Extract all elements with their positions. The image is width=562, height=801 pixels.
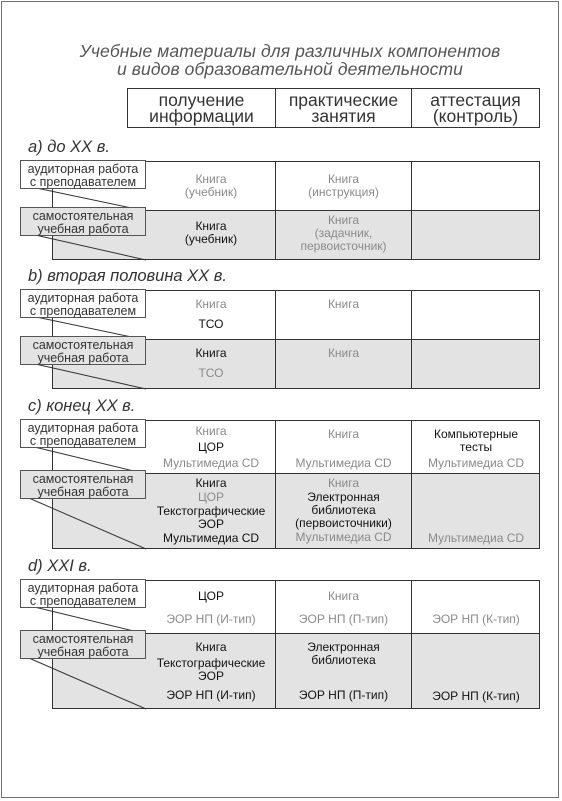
cell-item: Книга bbox=[327, 589, 360, 603]
column-header-line: занятия bbox=[311, 106, 376, 126]
cell-c-ind-info bbox=[147, 477, 275, 545]
section-title-c: c) конец XX в. bbox=[28, 397, 136, 415]
cell-item: ЭОР НП (П-тип) bbox=[298, 688, 389, 702]
column-header-line: практические bbox=[288, 90, 399, 110]
cell-item: Книга bbox=[327, 172, 360, 186]
cell-a-ind-info bbox=[147, 220, 275, 246]
cell-item: Книга bbox=[327, 427, 360, 441]
cell-item: Компьютерные bbox=[433, 427, 519, 441]
connector-line bbox=[22, 361, 146, 389]
cell-item: ЭОР НП (К-тип) bbox=[432, 689, 520, 703]
cell-item: Книга bbox=[195, 346, 227, 360]
column-header-line: аттестация bbox=[430, 90, 521, 110]
row-label-independent bbox=[20, 470, 146, 499]
cell-item: Книга bbox=[195, 640, 227, 654]
connector-line bbox=[22, 232, 146, 260]
row-label-line: аудиторная работа bbox=[27, 162, 139, 176]
cell-item: Книга bbox=[327, 297, 360, 311]
cell-item: ТСО bbox=[198, 317, 224, 331]
cell-d-ind-prac bbox=[276, 641, 411, 702]
cell-b-aud-prac bbox=[276, 298, 411, 311]
section-title-d: d) XXI в. bbox=[28, 557, 92, 575]
row-label-line: самостоятельная bbox=[32, 338, 134, 352]
row-label-independent bbox=[20, 207, 146, 236]
cell-item: тесты bbox=[459, 440, 493, 454]
cell-item: Книга bbox=[195, 297, 227, 311]
row-label-line: самостоятельная bbox=[32, 209, 134, 223]
cell-item: Книга bbox=[327, 213, 360, 227]
row-label-line: аудиторная работа bbox=[27, 421, 139, 435]
row-label-line: аудиторная работа bbox=[27, 581, 139, 595]
cell-b-ind-info bbox=[147, 347, 275, 380]
row-label-auditorium bbox=[20, 160, 146, 189]
row-label-line: самостоятельная bbox=[32, 472, 134, 486]
row-label-line: с преподавателем bbox=[29, 433, 137, 448]
cell-item: Мультимедиа CD bbox=[295, 456, 392, 470]
cell-c-ind-att bbox=[412, 532, 540, 545]
cell-item: библиотека bbox=[311, 503, 376, 517]
row-label-auditorium bbox=[20, 289, 146, 318]
row-label-independent bbox=[20, 336, 146, 365]
row-label-line: учебная работа bbox=[37, 644, 129, 659]
cell-item: ЭОР bbox=[198, 669, 224, 683]
cell-item: первоисточник) bbox=[300, 239, 387, 253]
cell-item: Мультимедиа CD bbox=[427, 531, 525, 545]
cell-item: Текстографические bbox=[156, 504, 266, 518]
cell-item: Мультимедиа CD bbox=[162, 456, 260, 470]
cell-d-ind-att bbox=[412, 690, 540, 703]
row-label-line: аудиторная работа bbox=[27, 291, 139, 305]
column-header-line: (контроль) bbox=[432, 106, 519, 126]
row-label-line: с преподавателем bbox=[29, 593, 137, 608]
section-title-a: a) до XX в. bbox=[28, 138, 110, 156]
cell-d-aud-info bbox=[147, 590, 275, 626]
cell-item: (задачник, bbox=[314, 226, 373, 240]
cell-item: Книга bbox=[195, 219, 227, 233]
section-title-b: b) вторая половина XX в. bbox=[28, 267, 227, 285]
cell-item: ЦОР bbox=[198, 589, 224, 603]
row-label-line: с преподавателем bbox=[29, 174, 137, 189]
cell-item: Мультимедиа CD bbox=[427, 456, 525, 470]
row-label-auditorium bbox=[20, 419, 146, 448]
cell-item: библиотека bbox=[311, 653, 376, 667]
cell-item: ЭОР НП (И-тип) bbox=[166, 688, 256, 702]
cell-c-aud-att bbox=[412, 428, 540, 470]
row-label-independent bbox=[20, 630, 146, 659]
cell-item: ЦОР bbox=[198, 440, 224, 454]
cell-item: ЭОР bbox=[198, 517, 224, 531]
cell-item: Мультимедиа CD bbox=[295, 530, 392, 544]
cell-d-aud-att bbox=[412, 613, 540, 626]
row-label-line: самостоятельная bbox=[32, 632, 134, 646]
cell-item: Электронная bbox=[307, 640, 380, 654]
title-line-1: Учебные материалы для различных компонентов bbox=[79, 41, 501, 61]
row-label-line: с преподавателем bbox=[29, 303, 137, 318]
row-label-line: учебная работа bbox=[37, 221, 129, 236]
cell-item: Электронная bbox=[307, 490, 380, 504]
cell-item: (учебник) bbox=[184, 232, 238, 246]
cell-item: ТСО bbox=[198, 366, 224, 380]
cell-a-aud-prac bbox=[276, 173, 411, 199]
cell-item: Книга bbox=[327, 346, 360, 360]
title-line-2: и видов образовательной деятельности bbox=[116, 59, 463, 79]
cell-b-aud-info bbox=[147, 298, 275, 331]
cell-a-ind-prac bbox=[276, 214, 411, 253]
cell-item: ЭОР НП (И-тип) bbox=[166, 612, 256, 626]
connector-line bbox=[22, 655, 146, 709]
cell-d-ind-info bbox=[147, 641, 275, 702]
row-label-auditorium bbox=[20, 579, 146, 608]
cell-d-aud-prac bbox=[276, 590, 411, 626]
connector-line bbox=[22, 495, 146, 549]
cell-item: (учебник) bbox=[184, 185, 238, 199]
cell-a-aud-info bbox=[147, 173, 275, 199]
cell-item: ЦОР bbox=[198, 490, 224, 504]
cell-item: ЭОР НП (П-тип) bbox=[298, 612, 389, 626]
cell-item: Книга bbox=[195, 172, 227, 186]
cell-item: Книга bbox=[195, 476, 227, 490]
cell-c-aud-prac bbox=[276, 428, 411, 470]
cell-c-ind-prac bbox=[276, 477, 411, 544]
column-header-line: получение bbox=[158, 90, 245, 110]
cell-b-ind-prac bbox=[276, 347, 411, 360]
cell-item: (инструкция) bbox=[308, 185, 379, 199]
cell-item: Мультимедиа CD bbox=[162, 531, 260, 545]
cell-item: Книга bbox=[195, 424, 227, 438]
cell-c-aud-info bbox=[147, 425, 275, 470]
row-label-line: учебная работа bbox=[37, 350, 129, 365]
column-header-line: информации bbox=[149, 106, 254, 126]
cell-item: ЭОР НП (К-тип) bbox=[432, 612, 520, 626]
cell-item: Текстографические bbox=[156, 656, 266, 670]
cell-item: Книга bbox=[327, 476, 360, 490]
cell-item: (первоисточники) bbox=[295, 516, 392, 530]
row-label-line: учебная работа bbox=[37, 484, 129, 499]
